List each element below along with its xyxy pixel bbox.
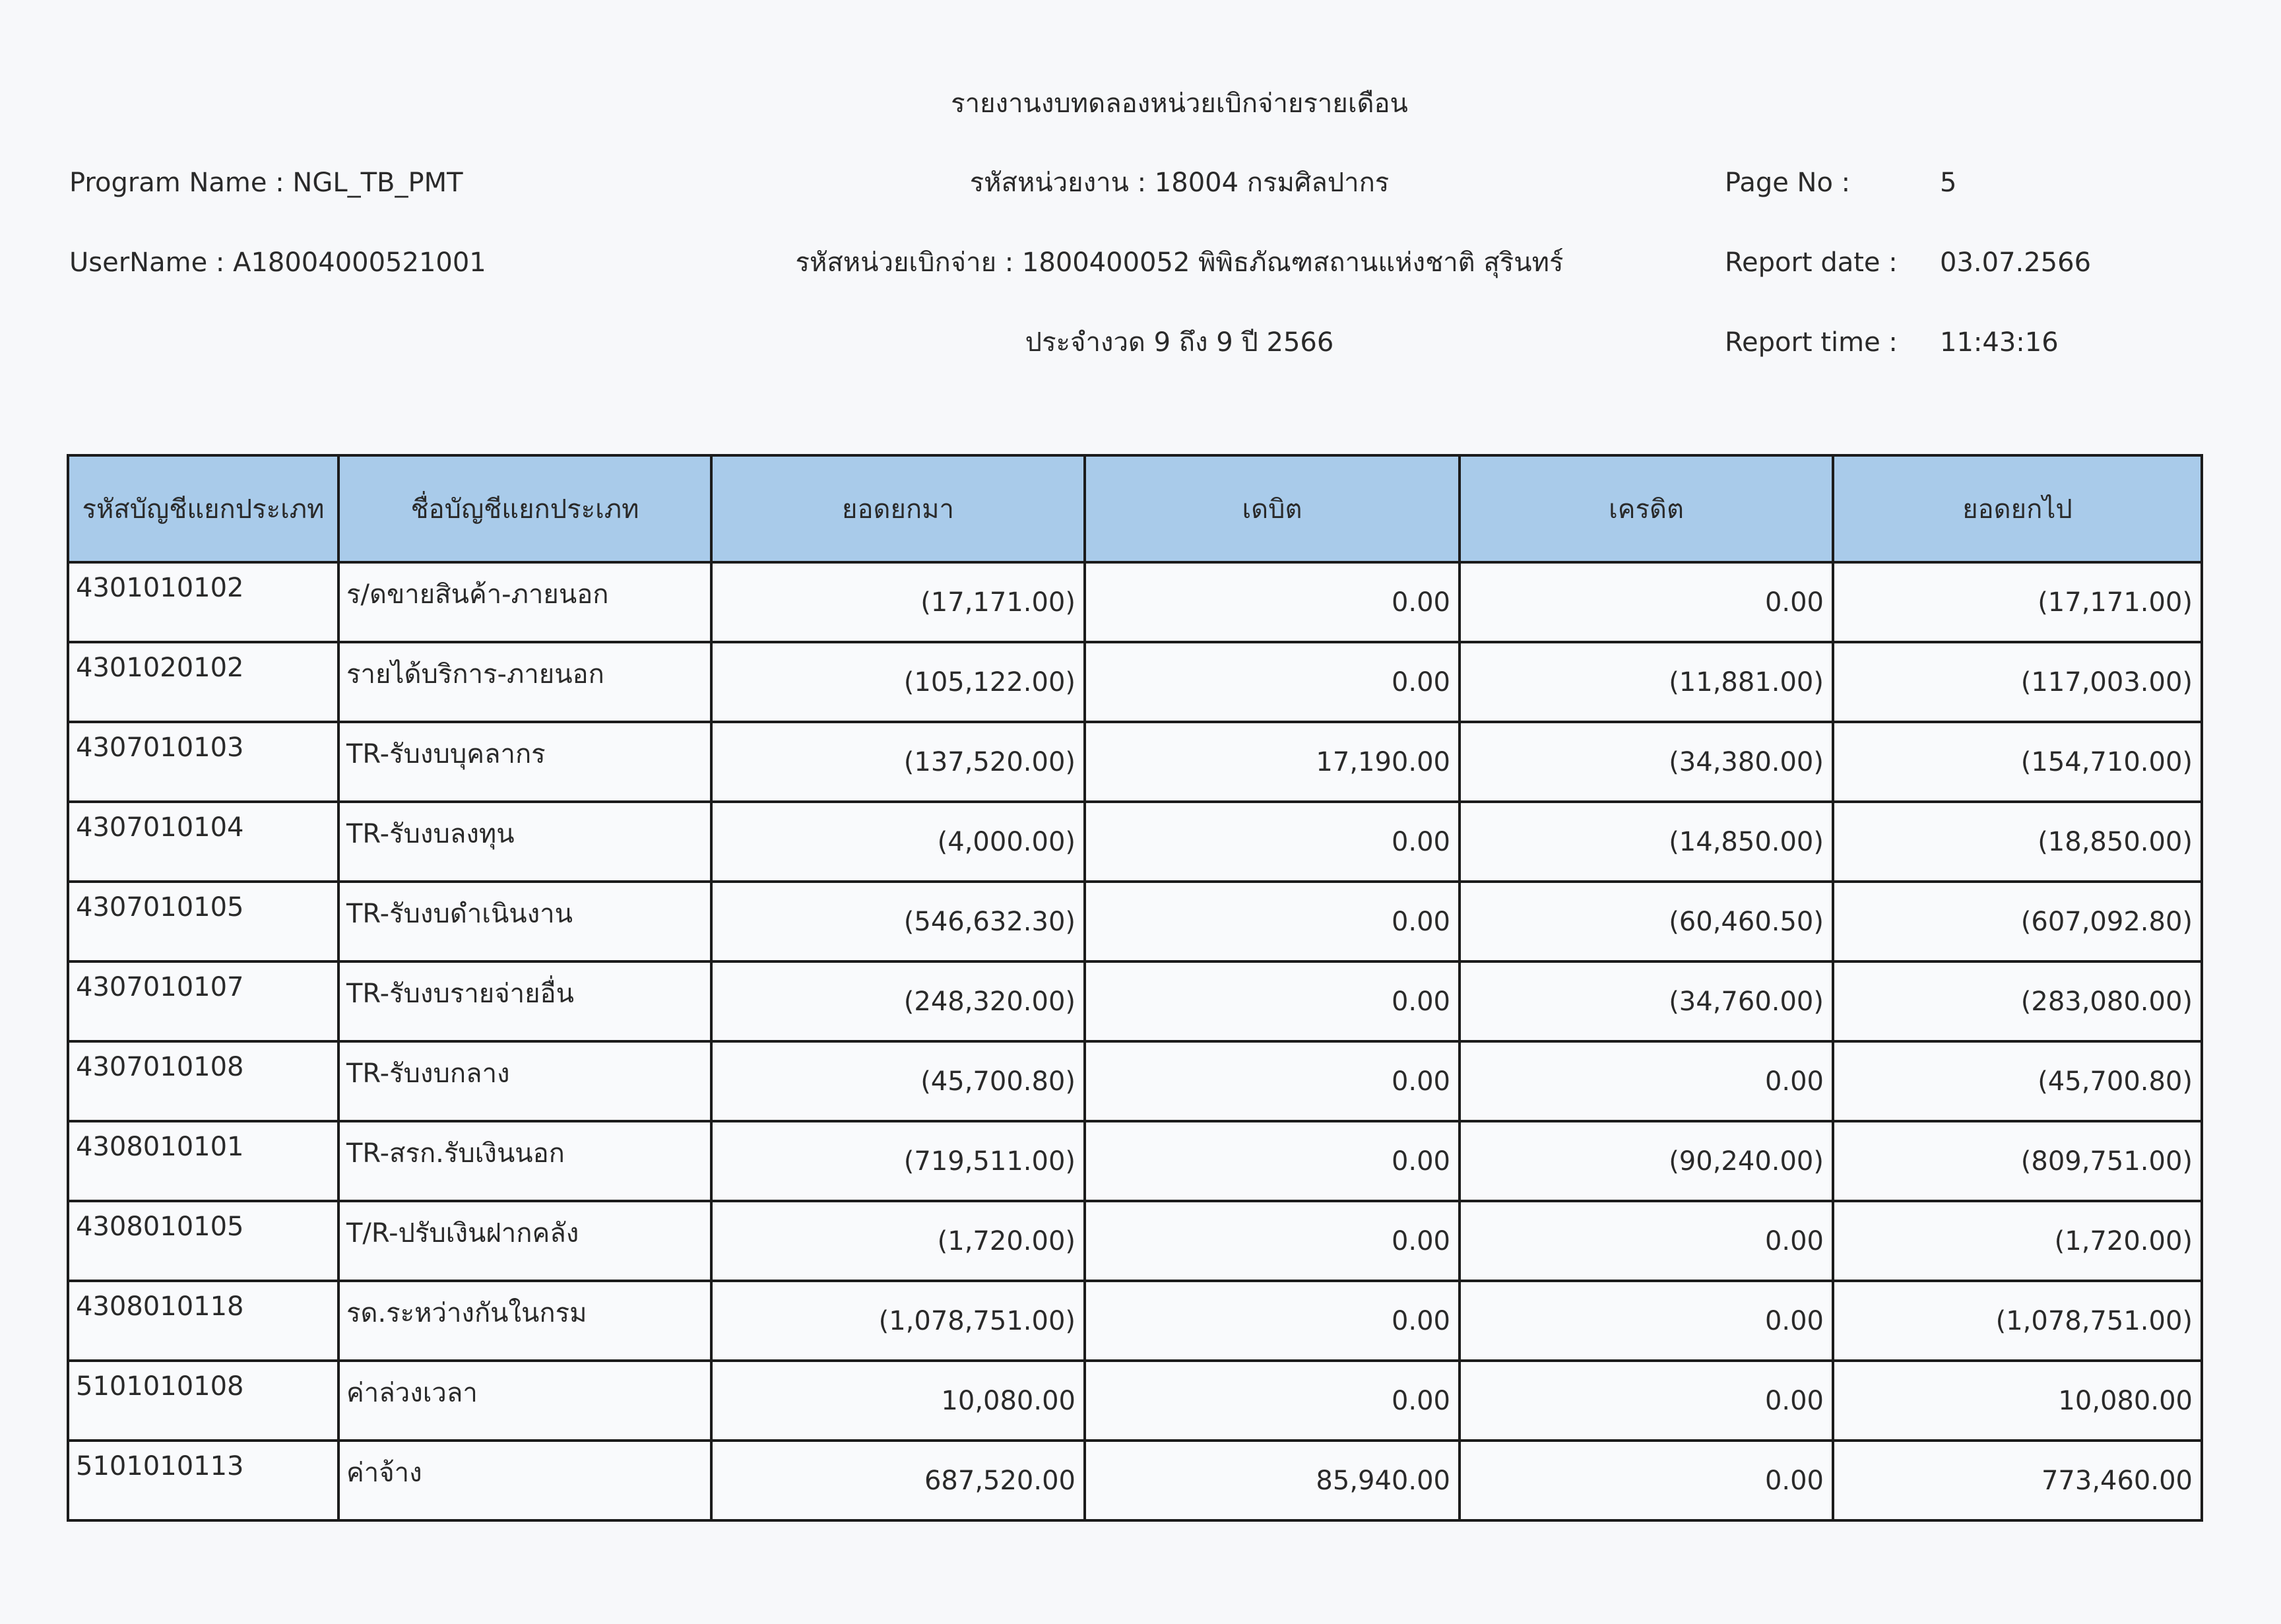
cell-opening-balance: (17,171.00) bbox=[711, 562, 1085, 642]
cell-debit: 0.00 bbox=[1085, 1121, 1460, 1201]
table-row bbox=[68, 1361, 2202, 1441]
table-row bbox=[68, 1041, 2202, 1121]
cell-account-code: 4307010104 bbox=[68, 802, 338, 882]
report-title: รายงานงบทดลองหน่วยเบิกจ่ายรายเดือน bbox=[951, 88, 1408, 119]
cell-account-name: TR-รับงบรายจ่ายอื่น bbox=[338, 961, 711, 1041]
cell-account-name: TR-รับงบลงทุน bbox=[338, 802, 711, 882]
table-row bbox=[68, 1201, 2202, 1281]
cell-credit: (34,380.00) bbox=[1460, 722, 1833, 802]
cell-closing-balance: (809,751.00) bbox=[1833, 1121, 2202, 1201]
table-row bbox=[68, 722, 2202, 802]
cell-account-name: ร/ดขายสินค้า-ภายนอก bbox=[338, 562, 711, 642]
cell-opening-balance: 687,520.00 bbox=[711, 1441, 1085, 1520]
report-period: ประจำงวด 9 ถึง 9 ปี 2566 bbox=[1025, 327, 1334, 358]
page-no-value: 5 bbox=[1940, 168, 1957, 198]
cell-closing-balance: (1,720.00) bbox=[1833, 1201, 2202, 1281]
column-header-credit: เครดิต bbox=[1460, 455, 1833, 562]
cell-account-name: TR-สรก.รับเงินนอก bbox=[338, 1121, 711, 1201]
cell-account-code: 4308010118 bbox=[68, 1281, 338, 1361]
cell-opening-balance: (1,078,751.00) bbox=[711, 1281, 1085, 1361]
cell-closing-balance: (154,710.00) bbox=[1833, 722, 2202, 802]
cell-opening-balance: (719,511.00) bbox=[711, 1121, 1085, 1201]
username: UserName : A18004000521001 bbox=[69, 247, 486, 278]
table-row bbox=[68, 562, 2202, 642]
cell-credit: (90,240.00) bbox=[1460, 1121, 1833, 1201]
cell-account-name: ค่าล่วงเวลา bbox=[338, 1361, 711, 1441]
page-no-label: Page No : bbox=[1725, 168, 1851, 198]
column-header-closing-balance: ยอดยกไป bbox=[1833, 455, 2202, 562]
cell-closing-balance: (18,850.00) bbox=[1833, 802, 2202, 882]
cell-account-name: T/R-ปรับเงินฝากคลัง bbox=[338, 1201, 711, 1281]
agency-code: รหัสหน่วยงาน : 18004 กรมศิลปากร bbox=[969, 168, 1390, 198]
cell-closing-balance: 773,460.00 bbox=[1833, 1441, 2202, 1520]
disbursing-unit: รหัสหน่วยเบิกจ่าย : 1800400052 พิพิธภัณฑสถานแห่งชาติ สุรินทร์ bbox=[795, 247, 1564, 278]
column-header-account-code: รหัสบัญชีแยกประเภท bbox=[68, 455, 338, 562]
cell-opening-balance: (137,520.00) bbox=[711, 722, 1085, 802]
report-date-label: Report date : bbox=[1725, 247, 1898, 278]
cell-debit: 0.00 bbox=[1085, 1041, 1460, 1121]
table-row bbox=[68, 1121, 2202, 1201]
cell-credit: 0.00 bbox=[1460, 562, 1833, 642]
cell-account-name: รายได้บริการ-ภายนอก bbox=[338, 642, 711, 722]
cell-credit: 0.00 bbox=[1460, 1201, 1833, 1281]
cell-opening-balance: (105,122.00) bbox=[711, 642, 1085, 722]
cell-credit: (34,760.00) bbox=[1460, 961, 1833, 1041]
cell-debit: 0.00 bbox=[1085, 562, 1460, 642]
table-row bbox=[68, 802, 2202, 882]
cell-account-code: 4307010108 bbox=[68, 1041, 338, 1121]
cell-account-name: รด.ระหว่างกันในกรม bbox=[338, 1281, 711, 1361]
cell-credit: 0.00 bbox=[1460, 1041, 1833, 1121]
program-name: Program Name : NGL_TB_PMT bbox=[69, 168, 463, 198]
cell-credit: (14,850.00) bbox=[1460, 802, 1833, 882]
cell-opening-balance: (4,000.00) bbox=[711, 802, 1085, 882]
cell-debit: 0.00 bbox=[1085, 961, 1460, 1041]
cell-credit: 0.00 bbox=[1460, 1281, 1833, 1361]
cell-account-code: 4307010105 bbox=[68, 882, 338, 961]
table-row bbox=[68, 1441, 2202, 1520]
cell-debit: 0.00 bbox=[1085, 1201, 1460, 1281]
cell-debit: 0.00 bbox=[1085, 1361, 1460, 1441]
table-row bbox=[68, 642, 2202, 722]
cell-debit: 0.00 bbox=[1085, 882, 1460, 961]
cell-debit: 0.00 bbox=[1085, 802, 1460, 882]
cell-account-name: ค่าจ้าง bbox=[338, 1441, 711, 1520]
column-header-debit: เดบิต bbox=[1085, 455, 1460, 562]
cell-closing-balance: (283,080.00) bbox=[1833, 961, 2202, 1041]
cell-credit: 0.00 bbox=[1460, 1361, 1833, 1441]
report-time-value: 11:43:16 bbox=[1940, 327, 2059, 358]
cell-account-code: 5101010113 bbox=[68, 1441, 338, 1520]
report-date-value: 03.07.2566 bbox=[1940, 247, 2092, 278]
cell-debit: 85,940.00 bbox=[1085, 1441, 1460, 1520]
cell-closing-balance: (45,700.80) bbox=[1833, 1041, 2202, 1121]
cell-account-name: TR-รับงบกลาง bbox=[338, 1041, 711, 1121]
cell-account-code: 5101010108 bbox=[68, 1361, 338, 1441]
report-time-label: Report time : bbox=[1725, 327, 1898, 358]
table-row bbox=[68, 1281, 2202, 1361]
cell-account-name: TR-รับงบดำเนินงาน bbox=[338, 882, 711, 961]
cell-account-code: 4301010102 bbox=[68, 562, 338, 642]
cell-account-name: TR-รับงบบุคลากร bbox=[338, 722, 711, 802]
table-row bbox=[68, 882, 2202, 961]
cell-opening-balance: (546,632.30) bbox=[711, 882, 1085, 961]
cell-account-code: 4307010107 bbox=[68, 961, 338, 1041]
cell-opening-balance: (45,700.80) bbox=[711, 1041, 1085, 1121]
cell-debit: 0.00 bbox=[1085, 1281, 1460, 1361]
cell-closing-balance: (607,092.80) bbox=[1833, 882, 2202, 961]
cell-account-code: 4307010103 bbox=[68, 722, 338, 802]
cell-credit: (60,460.50) bbox=[1460, 882, 1833, 961]
cell-closing-balance: (1,078,751.00) bbox=[1833, 1281, 2202, 1361]
cell-credit: (11,881.00) bbox=[1460, 642, 1833, 722]
cell-account-code: 4308010105 bbox=[68, 1201, 338, 1281]
cell-closing-balance: 10,080.00 bbox=[1833, 1361, 2202, 1441]
table-header-row bbox=[68, 455, 2202, 562]
column-header-opening-balance: ยอดยกมา bbox=[711, 455, 1085, 562]
cell-closing-balance: (17,171.00) bbox=[1833, 562, 2202, 642]
cell-account-code: 4308010101 bbox=[68, 1121, 338, 1201]
cell-opening-balance: 10,080.00 bbox=[711, 1361, 1085, 1441]
cell-debit: 0.00 bbox=[1085, 642, 1460, 722]
table-row bbox=[68, 961, 2202, 1041]
cell-opening-balance: (248,320.00) bbox=[711, 961, 1085, 1041]
cell-closing-balance: (117,003.00) bbox=[1833, 642, 2202, 722]
cell-account-code: 4301020102 bbox=[68, 642, 338, 722]
cell-opening-balance: (1,720.00) bbox=[711, 1201, 1085, 1281]
cell-credit: 0.00 bbox=[1460, 1441, 1833, 1520]
trial-balance-table bbox=[67, 454, 2203, 1522]
cell-debit: 17,190.00 bbox=[1085, 722, 1460, 802]
column-header-account-name: ชื่อบัญชีแยกประเภท bbox=[338, 455, 711, 562]
